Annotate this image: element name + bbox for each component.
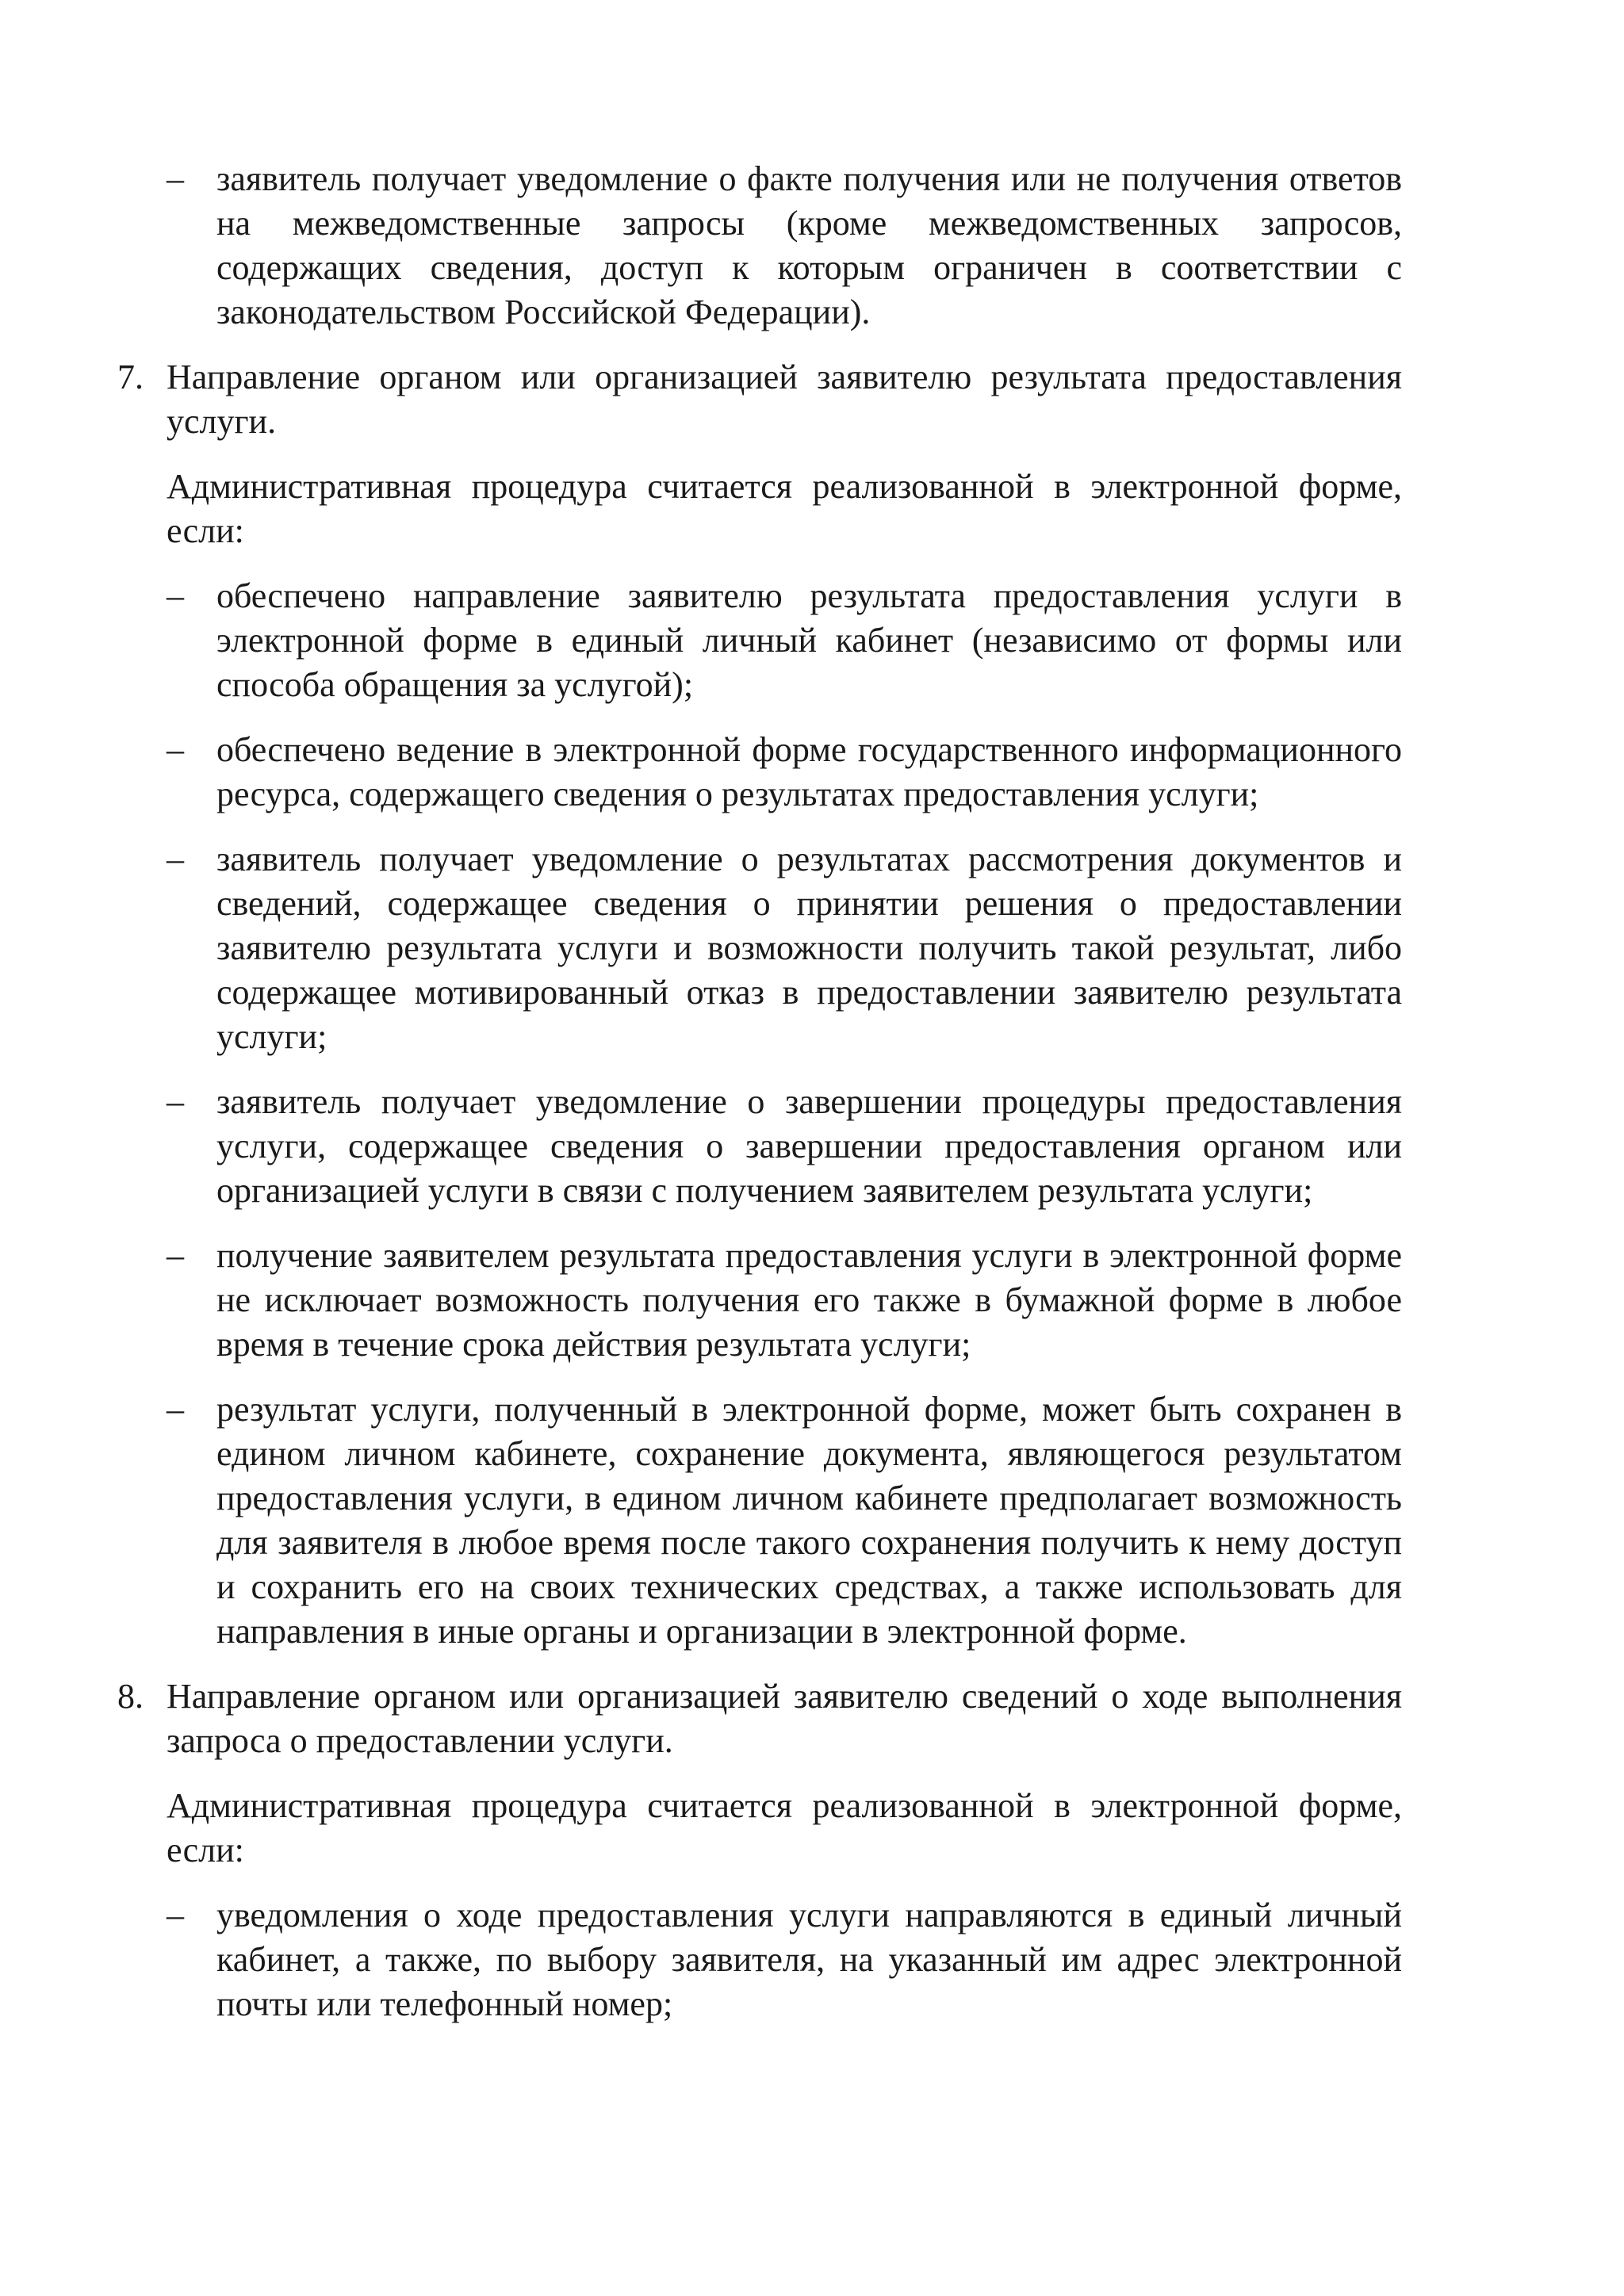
list-item-text: получение заявителем результата предоставления услуги в электронной форме не исключает возможность получения его также в бумажной форме в любое время в течение срока действия результата услуги; — [216, 1236, 1402, 1364]
list-item — [167, 157, 1402, 335]
list-item — [167, 1080, 1402, 1213]
list-item — [167, 728, 1402, 817]
paragraph: Административная процедура считается реализованной в электронной форме, если: — [167, 1786, 1402, 1869]
list-item-text: уведомления о ходе предоставления услуги направляются в единый личный кабинет, а также, по выбору заявителя, на указанный им адрес электронной почты или телефонный номер; — [216, 1896, 1402, 2023]
dash-marker: – — [167, 840, 184, 878]
number-marker: 8. — [117, 1677, 144, 1716]
numbered-heading — [117, 1674, 1402, 1763]
dash-marker: – — [167, 1236, 184, 1275]
list-item — [167, 837, 1402, 1059]
number-marker: 7. — [117, 358, 144, 396]
list-item-text: заявитель получает уведомление о результатах рассмотрения документов и сведений, содержащее сведения о принятии решения о предоставлении заявителю результата услуги и возможности получить такой результат, либо содержащее мотивированный отказ в предоставлении заявителю результата услуги; — [216, 840, 1402, 1056]
paragraph: Административная процедура считается реализованной в электронной форме, если: — [167, 467, 1402, 550]
numbered-heading-text: Направление органом или организацией заявителю сведений о ходе выполнения запроса о предоставлении услуги. — [167, 1677, 1402, 1760]
list-item — [167, 1387, 1402, 1654]
list-item-text: заявитель получает уведомление о завершении процедуры предоставления услуги, содержащее сведения о завершении предоставления органом или организацией услуги в связи с получением заявителем результата услуги; — [216, 1082, 1402, 1210]
list-item-text: обеспечено направление заявителю результата предоставления услуги в электронной форме в единый личный кабинет (независимо от формы или способа обращения за услугой); — [216, 576, 1402, 704]
dash-marker: – — [167, 1390, 184, 1429]
list-item — [167, 1234, 1402, 1367]
dash-marker: – — [167, 576, 184, 615]
list-item-text: обеспечено ведение в электронной форме государственного информационного ресурса, содержащего сведения о результатах предоставления услуги; — [216, 730, 1402, 813]
list-item — [167, 574, 1402, 707]
numbered-heading — [117, 355, 1402, 444]
list-item — [167, 1893, 1402, 2026]
dash-marker: – — [167, 1082, 184, 1121]
numbered-heading-text: Направление органом или организацией заявителю результата предоставления услуги. — [167, 358, 1402, 441]
list-item-text: результат услуги, полученный в электронной форме, может быть сохранен в едином личном кабинете, сохранение документа, являющегося результатом предоставления услуги, в едином личном кабинете предполагает возможность для заявителя в любое время после такого сохранения получить к нему доступ и сохранить его на своих технических средствах, а также использовать для направления в иные органы и организации в электронной форме. — [216, 1390, 1402, 1651]
dash-marker: – — [167, 730, 184, 769]
dash-marker: – — [167, 1896, 184, 1934]
document-page — [117, 157, 1402, 2047]
list-item-text: заявитель получает уведомление о факте получения или не получения ответов на межведомственные запросы (кроме межведомственных запросов, содержащих сведения, доступ к которым ограничен в соответствии с законодательством Российской Федерации). — [216, 159, 1402, 331]
dash-marker: – — [167, 159, 184, 198]
